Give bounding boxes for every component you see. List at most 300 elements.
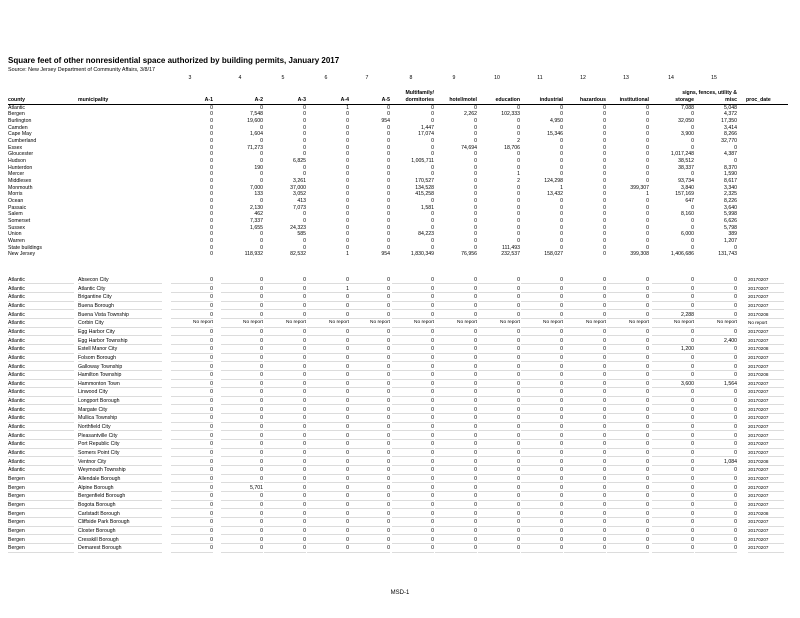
value-cell: 6,825	[293, 157, 306, 164]
value-cell: 0	[431, 171, 434, 178]
value-cell: 0	[348, 493, 390, 500]
value-cell: 0	[387, 231, 390, 238]
value-cell: 0	[392, 424, 434, 431]
value-cell: 0	[603, 151, 606, 158]
value-cell: 0	[607, 493, 649, 500]
column-header: A-3	[297, 97, 306, 103]
value-cell: 415,258	[415, 191, 434, 198]
county-name: Atlantic	[8, 467, 74, 474]
value-cell: 0	[221, 338, 263, 345]
value-cell: 0	[652, 372, 694, 379]
value-cell: 0	[478, 493, 520, 500]
column-number: 7	[365, 75, 369, 81]
municipality-name: Northfield City	[78, 424, 162, 431]
column-number: 13	[623, 75, 629, 81]
county-name: Bergen	[8, 502, 74, 509]
value-cell: 0	[517, 164, 520, 171]
value-cell: 0	[521, 294, 563, 301]
value-cell: 0	[392, 294, 434, 301]
value-cell: 0	[607, 294, 649, 301]
value-cell: 0	[210, 191, 213, 198]
value-cell: 0	[264, 364, 306, 371]
county-name: Bergen	[8, 485, 74, 492]
value-cell: 0	[171, 303, 213, 310]
county-name: Atlantic	[8, 346, 74, 353]
value-cell: 0	[652, 528, 694, 535]
value-cell: 0	[307, 441, 349, 448]
value-cell: 0	[607, 519, 649, 526]
value-cell: 0	[210, 211, 213, 218]
value-cell: 0	[474, 117, 477, 124]
value-cell: 0	[221, 450, 263, 457]
value-cell: 0	[171, 450, 213, 457]
value-cell: 0	[307, 502, 349, 509]
value-cell: 0	[517, 117, 520, 124]
column-header: institutional	[619, 97, 649, 103]
county-name: Burlington	[8, 117, 32, 124]
value-cell: 0	[307, 312, 349, 319]
value-cell: 0	[652, 338, 694, 345]
value-cell: 0	[564, 372, 606, 379]
value-cell: 0	[346, 151, 349, 158]
value-cell: 17,074	[418, 131, 434, 138]
value-cell: 0	[564, 502, 606, 509]
municipality-name: Bergenfield Borough	[78, 493, 162, 500]
value-cell: 0	[264, 286, 306, 293]
column-number: 3	[188, 75, 192, 81]
value-cell: 0	[517, 224, 520, 231]
value-cell: No report	[652, 320, 694, 327]
value-cell: 32,050	[678, 117, 694, 124]
municipality-name: Corbin City	[78, 320, 162, 327]
municipality-name: Atlantic City	[78, 286, 162, 293]
value-cell: 0	[564, 407, 606, 414]
value-cell: 0	[478, 294, 520, 301]
value-cell: 0	[607, 528, 649, 535]
municipality-name: Folsom Borough	[78, 355, 162, 362]
value-cell: 0	[521, 312, 563, 319]
value-cell: 0	[221, 459, 263, 466]
value-cell: 0	[517, 184, 520, 191]
value-cell: 0	[210, 184, 213, 191]
value-cell: 0	[346, 131, 349, 138]
county-name: Atlantic	[8, 407, 74, 414]
value-cell: 0	[474, 237, 477, 244]
value-cell: 0	[303, 111, 306, 118]
value-cell: 0	[435, 485, 477, 492]
value-cell: 0	[307, 346, 349, 353]
county-name: Bergen	[8, 493, 74, 500]
value-cell: 0	[221, 467, 263, 474]
value-cell: 0	[264, 441, 306, 448]
value-cell: 0	[387, 237, 390, 244]
value-cell: 0	[474, 131, 477, 138]
value-cell: 0	[221, 424, 263, 431]
municipality-name: Demarest Borough	[78, 545, 162, 552]
value-cell: 0	[307, 389, 349, 396]
value-cell: 0	[392, 537, 434, 544]
value-cell: 954	[381, 251, 390, 258]
table-row	[8, 294, 788, 300]
value-cell: 585	[297, 231, 306, 238]
summary-row	[8, 118, 788, 124]
summary-row	[8, 151, 788, 157]
value-cell: 0	[517, 151, 520, 158]
value-cell: 0	[603, 251, 606, 258]
municipality-name: Cliffside Park Borough	[78, 519, 162, 526]
summary-row	[8, 211, 788, 217]
value-cell: 0	[387, 191, 390, 198]
table-row	[8, 433, 788, 439]
value-cell: 0	[478, 502, 520, 509]
value-cell: 2,130	[250, 204, 263, 211]
value-cell: 0	[695, 329, 737, 336]
value-cell: 0	[210, 177, 213, 184]
value-cell: 0	[392, 312, 434, 319]
value-cell: 1,200	[652, 346, 694, 353]
value-cell: 0	[348, 450, 390, 457]
proc-date: 20170207	[748, 537, 784, 544]
value-cell: 0	[560, 111, 563, 118]
value-cell: 0	[210, 151, 213, 158]
table-row	[8, 286, 788, 292]
value-cell: 647	[685, 197, 694, 204]
value-cell: 8,370	[724, 164, 737, 171]
value-cell: 0	[560, 231, 563, 238]
proc-date: 20170207	[748, 502, 784, 509]
value-cell: 17,350	[721, 117, 737, 124]
table-row	[8, 312, 788, 318]
value-cell: 0	[478, 346, 520, 353]
value-cell: 0	[695, 303, 737, 310]
value-cell: 0	[478, 415, 520, 422]
value-cell: 0	[348, 355, 390, 362]
value-cell: 0	[303, 131, 306, 138]
value-cell: 0	[607, 329, 649, 336]
value-cell: 0	[348, 467, 390, 474]
value-cell: 0	[392, 502, 434, 509]
value-cell: 5,048	[724, 104, 737, 111]
value-cell: 0	[260, 157, 263, 164]
value-cell: 38,337	[678, 164, 694, 171]
value-cell: 0	[307, 303, 349, 310]
value-cell: 0	[695, 545, 737, 552]
value-cell: 0	[221, 415, 263, 422]
value-cell: 0	[348, 433, 390, 440]
value-cell: 0	[392, 528, 434, 535]
value-cell: 0	[387, 104, 390, 111]
value-cell: 0	[564, 493, 606, 500]
value-cell: 0	[691, 224, 694, 231]
value-cell: 0	[652, 294, 694, 301]
value-cell: 1,406,686	[670, 251, 694, 258]
value-cell: 0	[560, 171, 563, 178]
value-cell: 0	[652, 364, 694, 371]
value-cell: 0	[603, 204, 606, 211]
value-cell: No report	[348, 320, 390, 327]
value-cell: 0	[652, 329, 694, 336]
value-cell: 1	[346, 104, 349, 111]
table-row	[8, 381, 788, 387]
value-cell: 0	[303, 171, 306, 178]
value-cell: 0	[210, 237, 213, 244]
value-cell: 0	[603, 171, 606, 178]
value-cell: 0	[387, 131, 390, 138]
value-cell: 0	[346, 244, 349, 251]
county-name: Atlantic	[8, 355, 74, 362]
value-cell: 413	[297, 197, 306, 204]
value-cell: 0	[392, 467, 434, 474]
summary-row	[8, 125, 788, 131]
proc-date: 20170207	[748, 519, 784, 526]
value-cell: 0	[478, 381, 520, 388]
value-cell: 0	[652, 450, 694, 457]
value-cell: 0	[221, 381, 263, 388]
value-cell: 0	[564, 433, 606, 440]
value-cell: 0	[474, 231, 477, 238]
value-cell: No report	[171, 320, 213, 327]
value-cell: 0	[221, 476, 263, 483]
value-cell: 0	[264, 303, 306, 310]
county-name: Atlantic	[8, 312, 74, 319]
value-cell: 0	[348, 441, 390, 448]
value-cell: 0	[734, 157, 737, 164]
value-cell: 0	[307, 528, 349, 535]
value-cell: 0	[652, 511, 694, 518]
value-cell: 0	[603, 244, 606, 251]
value-cell: 0	[346, 224, 349, 231]
county-name: Bergen	[8, 111, 25, 118]
value-cell: 133	[254, 191, 263, 198]
summary-row	[8, 145, 788, 151]
value-cell: 0	[521, 528, 563, 535]
value-cell: 0	[652, 485, 694, 492]
value-cell: 0	[474, 244, 477, 251]
value-cell: 0	[392, 519, 434, 526]
value-cell: 0	[478, 545, 520, 552]
value-cell: 0	[564, 545, 606, 552]
value-cell: 0	[307, 407, 349, 414]
value-cell: 0	[264, 519, 306, 526]
value-cell: 0	[210, 204, 213, 211]
county-name: Atlantic	[8, 398, 74, 405]
county-name: Mercer	[8, 171, 25, 178]
value-cell: 0	[303, 237, 306, 244]
value-cell: 0	[564, 485, 606, 492]
value-cell: 0	[607, 467, 649, 474]
county-name: Atlantic	[8, 381, 74, 388]
value-cell: 0	[392, 346, 434, 353]
value-cell: 0	[478, 398, 520, 405]
value-cell: 0	[435, 537, 477, 544]
county-name: Atlantic	[8, 450, 74, 457]
municipality-name: Closter Borough	[78, 528, 162, 535]
value-cell: 0	[307, 424, 349, 431]
county-name: Bergen	[8, 528, 74, 535]
value-cell: 0	[221, 502, 263, 509]
value-cell: 0	[387, 177, 390, 184]
value-cell: 0	[564, 424, 606, 431]
summary-row	[8, 105, 788, 111]
value-cell: 0	[560, 237, 563, 244]
column-header: Multifamily/ dormitories	[405, 90, 434, 103]
value-cell: 0	[695, 277, 737, 284]
value-cell: 0	[435, 355, 477, 362]
value-cell: 0	[695, 294, 737, 301]
value-cell: 0	[603, 124, 606, 131]
county-name: Atlantic	[8, 329, 74, 336]
value-cell: 0	[652, 355, 694, 362]
value-cell: 0	[652, 459, 694, 466]
table-row	[8, 320, 788, 326]
value-cell: 0	[431, 164, 434, 171]
value-cell: 0	[221, 312, 263, 319]
county-name: Warren	[8, 237, 25, 244]
municipality-name: Longport Borough	[78, 398, 162, 405]
value-cell: 0	[564, 415, 606, 422]
value-cell: 0	[221, 398, 263, 405]
value-cell: 0	[478, 467, 520, 474]
value-cell: 0	[607, 545, 649, 552]
value-cell: 0	[607, 364, 649, 371]
county-name: Atlantic	[8, 424, 74, 431]
proc-date: 20170207	[748, 277, 784, 284]
county-name: Atlantic	[8, 286, 74, 293]
value-cell: 0	[387, 151, 390, 158]
value-cell: 0	[607, 372, 649, 379]
value-cell: 0	[171, 338, 213, 345]
value-cell: 1,590	[724, 171, 737, 178]
value-cell: 0	[307, 433, 349, 440]
value-cell: 0	[435, 415, 477, 422]
value-cell: 0	[607, 511, 649, 518]
value-cell: 0	[392, 389, 434, 396]
table-row	[8, 338, 788, 344]
county-name: Atlantic	[8, 415, 74, 422]
value-cell: 0	[607, 424, 649, 431]
table-row	[8, 450, 788, 456]
table-row	[8, 424, 788, 430]
value-cell: 0	[646, 237, 649, 244]
municipality-name: Pleasantville City	[78, 433, 162, 440]
value-cell: 0	[348, 277, 390, 284]
value-cell: 0	[603, 211, 606, 218]
column-number: 5	[281, 75, 285, 81]
value-cell: 0	[387, 224, 390, 231]
value-cell: 0	[264, 528, 306, 535]
value-cell: 1,084	[695, 459, 737, 466]
value-cell: 0	[478, 424, 520, 431]
value-cell: 74,694	[461, 144, 477, 151]
value-cell: 0	[392, 459, 434, 466]
value-cell: No report	[478, 320, 520, 327]
column-number: 9	[452, 75, 456, 81]
value-cell: 0	[171, 441, 213, 448]
value-cell: 0	[221, 346, 263, 353]
municipality-name: Egg Harbor City	[78, 329, 162, 336]
value-cell: 0	[264, 537, 306, 544]
value-cell: 0	[346, 184, 349, 191]
value-cell: 0	[521, 537, 563, 544]
value-cell: 0	[564, 346, 606, 353]
value-cell: No report	[307, 320, 349, 327]
value-cell: 0	[521, 545, 563, 552]
value-cell: 462	[254, 211, 263, 218]
value-cell: 0	[346, 164, 349, 171]
value-cell: 158,027	[544, 251, 563, 258]
value-cell: 0	[607, 312, 649, 319]
value-cell: 131,743	[718, 251, 737, 258]
value-cell: 0	[307, 398, 349, 405]
value-cell: 0	[691, 244, 694, 251]
proc-date: 20170208	[748, 459, 784, 466]
value-cell: 0	[607, 485, 649, 492]
value-cell: 0	[171, 381, 213, 388]
column-header: hotel/motel	[449, 97, 477, 103]
value-cell: 0	[564, 338, 606, 345]
value-cell: 0	[210, 251, 213, 258]
value-cell: 0	[307, 364, 349, 371]
value-cell: 0	[478, 277, 520, 284]
value-cell: 0	[346, 231, 349, 238]
county-name: State buildings	[8, 244, 43, 251]
value-cell: 2	[517, 137, 520, 144]
value-cell: 6,000	[681, 231, 694, 238]
value-cell: 0	[307, 511, 349, 518]
value-cell: 0	[171, 415, 213, 422]
column-number: 11	[537, 75, 543, 81]
county-name: New Jersey	[8, 251, 36, 258]
value-cell: 0	[646, 204, 649, 211]
value-cell: 0	[560, 204, 563, 211]
value-cell: 0	[564, 286, 606, 293]
value-cell: 0	[607, 389, 649, 396]
municipality-name: Margate City	[78, 407, 162, 414]
value-cell: No report	[607, 320, 649, 327]
value-cell: 0	[210, 217, 213, 224]
municipality-name: Somers Point City	[78, 450, 162, 457]
value-cell: 0	[517, 157, 520, 164]
value-cell: 0	[260, 231, 263, 238]
value-cell: 0	[474, 137, 477, 144]
value-cell: 232,537	[501, 251, 520, 258]
value-cell: 1	[517, 171, 520, 178]
value-cell: 0	[307, 415, 349, 422]
summary-row	[8, 245, 788, 251]
value-cell: 0	[695, 415, 737, 422]
proc-date: 20170207	[748, 545, 784, 552]
value-cell: 0	[435, 381, 477, 388]
value-cell: 0	[607, 407, 649, 414]
value-cell: 0	[603, 177, 606, 184]
value-cell: 0	[221, 519, 263, 526]
value-cell: 0	[564, 381, 606, 388]
value-cell: 0	[346, 117, 349, 124]
value-cell: 0	[603, 184, 606, 191]
value-cell: 0	[264, 294, 306, 301]
value-cell: 0	[564, 329, 606, 336]
value-cell: 0	[264, 450, 306, 457]
value-cell: 0	[478, 537, 520, 544]
table-row	[8, 441, 788, 447]
proc-date: 20170207	[748, 364, 784, 371]
value-cell: 0	[387, 217, 390, 224]
value-cell: 1,830,349	[410, 251, 434, 258]
value-cell: 0	[392, 485, 434, 492]
value-cell: 0	[607, 441, 649, 448]
value-cell: 0	[431, 217, 434, 224]
value-cell: 0	[521, 303, 563, 310]
